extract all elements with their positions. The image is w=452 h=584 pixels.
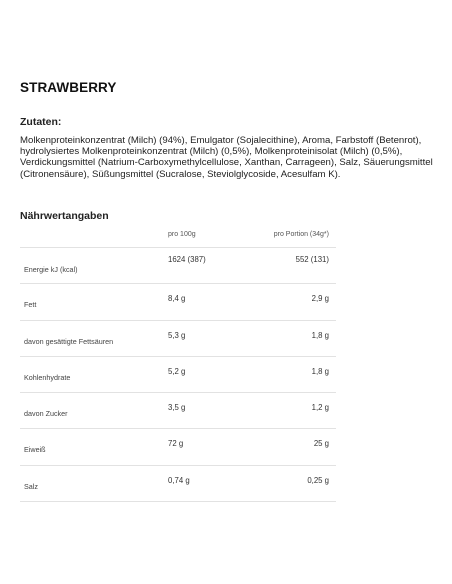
nutrition-table [20,226,336,502]
row-name: Salz [24,481,38,491]
row-per100: 5,2 g [168,366,186,376]
row-per100: 1624 (387) [168,255,206,264]
row-per-portion: 1,2 g [311,403,329,413]
table-row [20,248,336,284]
row-per100: 3,5 g [168,403,186,413]
row-per-portion: 1,8 g [311,366,329,376]
table-row [20,393,336,429]
row-per-portion: 552 (131) [295,255,329,264]
row-per-portion: 25 g [313,439,329,449]
row-per-portion: 1,8 g [311,330,329,340]
header-per100: pro 100g [168,231,196,238]
ingredients-heading: Zutaten: [20,116,62,128]
row-name: davon Zucker [24,409,68,419]
row-per-portion: 2,9 g [311,294,329,304]
row-per100: 0,74 g [168,475,190,485]
table-row [20,357,336,393]
table-row [20,321,336,357]
table-row [20,429,336,465]
table-row [20,284,336,320]
nutrition-heading: Nährwertangaben [20,210,109,222]
table-row [20,466,336,502]
product-title: STRAWBERRY [20,80,117,95]
row-per100: 8,4 g [168,294,186,304]
row-per-portion: 0,25 g [307,475,329,485]
ingredients-text: Molkenproteinkonzentrat (Milch) (94%), Emulgator (Sojalecithine), Aroma, Farbstoff (Betenrot), hydrolysiertes Molkenproteinkonzentrat (Milch) (0,5%), Molkenproteinisolat (Milch) (0,5%), Verdickungsmittel (Natrium-Carboxymethylcellulose, Xanthan, Carrageen), Salz, Säuerungsmittel (Citronensäure), Süßungsmittel (Sucralose, Steviolglycoside, Acesulfam K). [20,135,433,180]
row-name: Kohlenhydrate [24,372,71,382]
row-name: davon gesättigte Fettsäuren [24,336,114,346]
row-name: Energie kJ (kcal) [24,265,78,274]
row-per100: 5,3 g [168,330,186,340]
row-name: Eiweiß [24,445,46,455]
row-per100: 72 g [168,439,184,449]
header-per-portion: pro Portion (34g*) [273,231,329,238]
nutrition-table-header [20,226,336,248]
row-name: Fett [24,300,37,310]
